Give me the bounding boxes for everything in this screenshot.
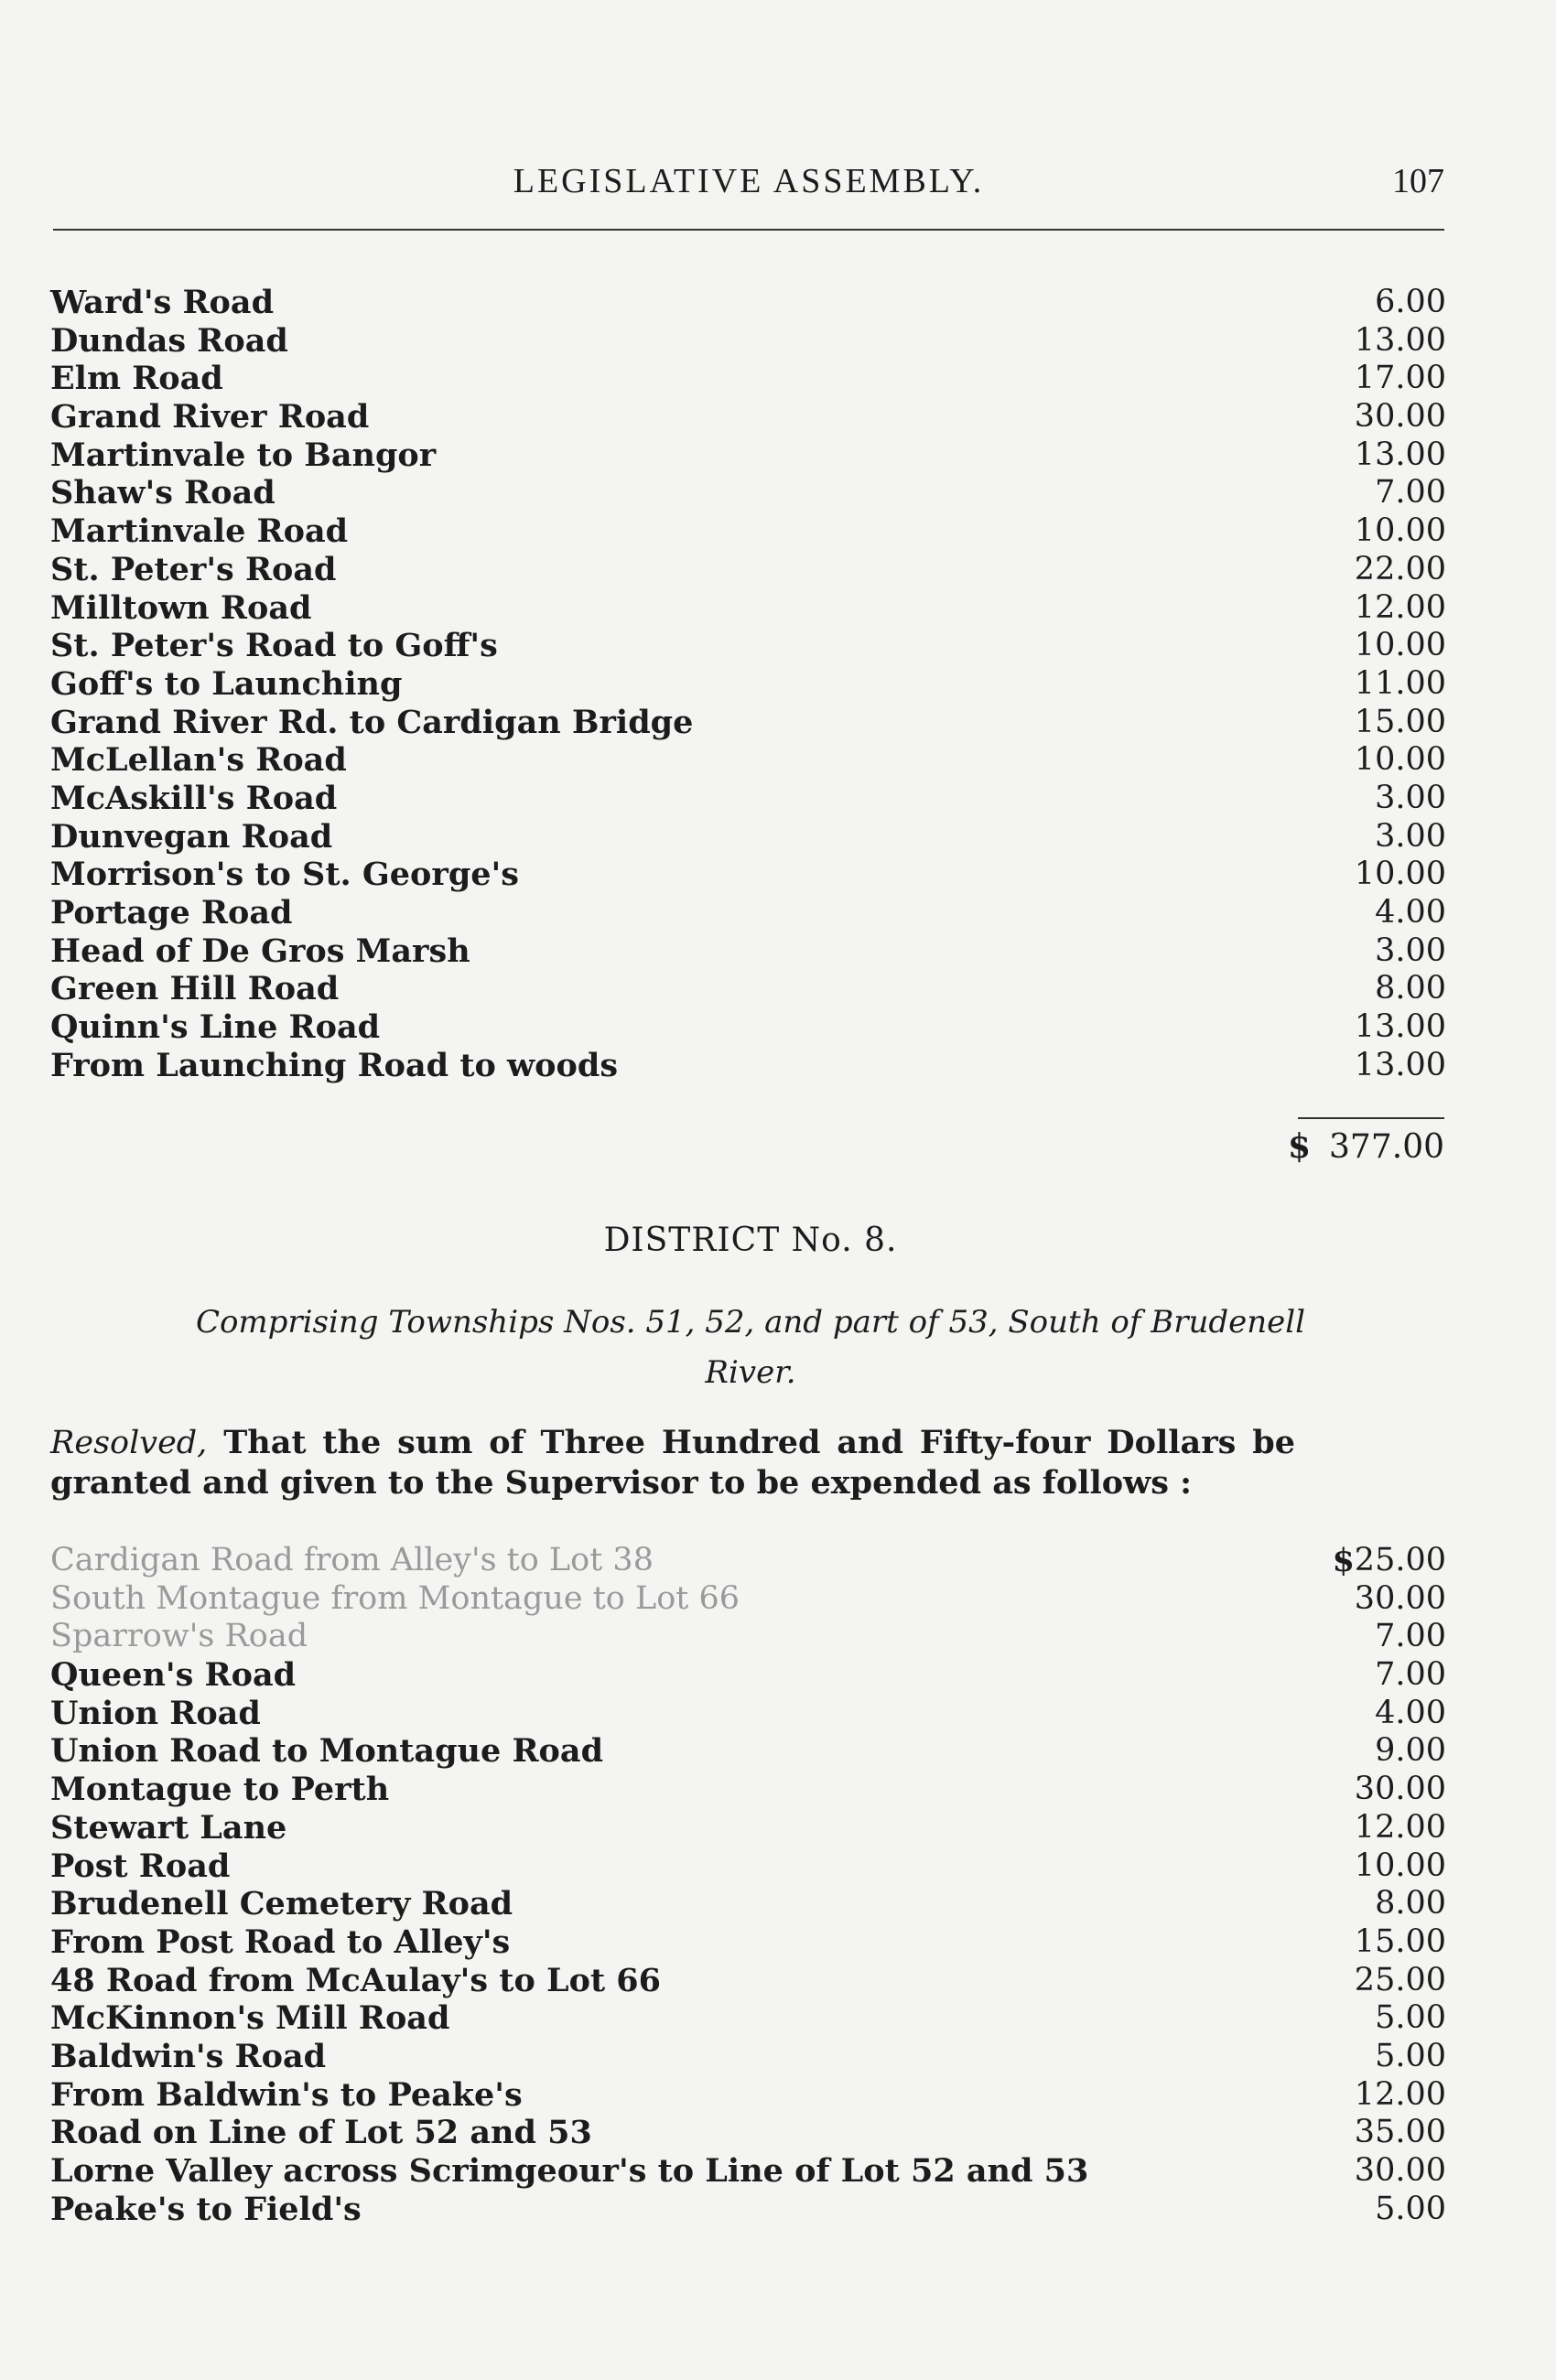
ledger-row	[50, 2076, 1446, 2115]
row-label: Union Road to Montague Road	[50, 1732, 604, 1771]
row-label: Baldwin's Road	[50, 2037, 327, 2075]
row-label: From Post Road to Alley's	[50, 1922, 511, 1961]
row-amount: 15.00	[1354, 1922, 1446, 1960]
ledger-row	[50, 360, 1446, 398]
row-amount: 9.00	[1375, 1732, 1446, 1770]
ledger-row	[50, 1847, 1446, 1886]
row-label: Martinvale Road	[50, 512, 349, 551]
row-amount: 10.00	[1354, 512, 1446, 550]
resolution-text: That the sum of Three Hundred and Fifty-four Dollars be granted and given to the Supervisor to be expended as follows :	[50, 1424, 1295, 1502]
row-amount: 30.00	[1354, 2152, 1446, 2189]
ledger-row	[50, 1809, 1446, 1847]
total-divider	[1298, 1117, 1444, 1119]
row-amount: 13.00	[1354, 1008, 1446, 1046]
page-header	[53, 154, 1444, 205]
ledger-row	[50, 322, 1446, 361]
resolution-paragraph	[50, 1423, 1295, 1502]
row-label: Queen's Road	[50, 1656, 297, 1695]
row-label: Brudenell Cemetery Road	[50, 1885, 513, 1923]
ledger-row	[50, 2191, 1446, 2229]
ledger-row	[50, 1047, 1446, 1085]
row-amount: 10.00	[1354, 627, 1446, 664]
page-title: LEGISLATIVE ASSEMBLY.	[513, 162, 985, 200]
ledger-row	[50, 474, 1446, 512]
row-amount: 17.00	[1354, 360, 1446, 397]
total-amount: 377.00	[1329, 1128, 1444, 1166]
row-label: McKinnon's Mill Road	[50, 1999, 450, 2038]
row-amount: 13.00	[1354, 1046, 1446, 1083]
row-amount: 13.00	[1354, 321, 1446, 359]
row-label: Morrison's to St. George's	[50, 856, 519, 894]
row-label: St. Peter's Road to Goff's	[50, 627, 498, 665]
ledger-row	[50, 1732, 1446, 1771]
row-amount: 3.00	[1375, 817, 1446, 855]
ledger-row	[50, 1618, 1446, 1656]
row-label: Dundas Road	[50, 321, 288, 360]
ledger-row	[50, 1771, 1446, 1809]
row-amount: 6.00	[1375, 284, 1446, 320]
row-label: Quinn's Line Road	[50, 1008, 381, 1047]
ledger-row	[50, 932, 1446, 971]
header-divider	[53, 229, 1444, 231]
resolution-lead: Resolved,	[50, 1425, 208, 1461]
row-amount: 4.00	[1375, 1694, 1446, 1731]
row-amount: 8.00	[1375, 970, 1446, 1007]
ledger-row	[50, 436, 1446, 475]
ledger-row	[50, 856, 1446, 894]
row-amount: 5.00	[1375, 1999, 1446, 2037]
row-label: Cardigan Road from Alley's to Lot 38	[50, 1542, 654, 1578]
row-label: From Launching Road to woods	[50, 1046, 619, 1084]
row-label: Elm Road	[50, 360, 223, 398]
row-label: Post Road	[50, 1847, 231, 1885]
row-amount: 7.00	[1375, 1618, 1446, 1655]
row-amount: 30.00	[1354, 1771, 1446, 1808]
ledger-row	[50, 1542, 1446, 1580]
ledger-row	[50, 2152, 1446, 2191]
row-amount: 11.00	[1354, 664, 1446, 702]
row-label: Martinvale to Bangor	[50, 436, 437, 474]
district-8-expenditure-list	[50, 1542, 1446, 2228]
row-label: McAskill's Road	[50, 779, 338, 817]
ledger-row	[50, 970, 1446, 1008]
row-label: 48 Road from McAulay's to Lot 66	[50, 1961, 661, 1999]
row-amount: 8.00	[1375, 1885, 1446, 1922]
ledger-row	[50, 818, 1446, 856]
row-amount: 10.00	[1354, 741, 1446, 779]
row-amount: 12.00	[1354, 2075, 1446, 2113]
ledger-row	[50, 704, 1446, 742]
row-amount: 12.00	[1354, 588, 1446, 626]
row-amount: 15.00	[1354, 703, 1446, 740]
ledger-row	[50, 741, 1446, 780]
ledger-row	[50, 1885, 1446, 1923]
row-amount: 4.00	[1375, 894, 1446, 931]
row-amount: 7.00	[1375, 474, 1446, 512]
row-amount: 35.00	[1354, 2114, 1446, 2151]
district-heading: DISTRICT No. 8.	[603, 1222, 898, 1259]
ledger-row	[50, 589, 1446, 628]
ledger-row	[50, 1008, 1446, 1047]
ledger-row	[50, 1962, 1446, 2000]
ledger-row	[50, 1656, 1446, 1695]
row-amount: 7.00	[1375, 1656, 1446, 1694]
ledger-row	[50, 1695, 1446, 1733]
row-label: Dunvegan Road	[50, 817, 333, 856]
row-label: Green Hill Road	[50, 970, 340, 1008]
district-7-total	[1288, 1127, 1444, 1166]
currency-symbol: $	[1332, 1542, 1355, 1579]
ledger-row	[50, 551, 1446, 589]
row-amount: 25.00	[1354, 1961, 1446, 1998]
row-label: St. Peter's Road	[50, 550, 337, 588]
row-label: South Montague from Montague to Lot 66	[50, 1579, 740, 1617]
ledger-row	[50, 627, 1446, 665]
total-currency-symbol: $	[1287, 1127, 1312, 1166]
row-amount: 3.00	[1375, 932, 1446, 969]
row-label: Road on Line of Lot 52 and 53	[50, 2114, 592, 2152]
row-label: McLellan's Road	[50, 741, 347, 780]
ledger-row	[50, 2038, 1446, 2076]
row-label: Goff's to Launching	[50, 664, 403, 703]
row-label: Portage Road	[50, 894, 293, 932]
row-label: Union Road	[50, 1694, 261, 1732]
page-number: 107	[1392, 162, 1444, 200]
ledger-row	[50, 894, 1446, 932]
ledger-row	[50, 512, 1446, 551]
row-amount: 30.00	[1354, 398, 1446, 436]
ledger-row	[50, 780, 1446, 818]
ledger-row	[50, 1999, 1446, 2038]
row-amount: 5.00	[1375, 2190, 1446, 2227]
row-label: From Baldwin's to Peake's	[50, 2075, 523, 2114]
row-label: Montague to Perth	[50, 1771, 390, 1809]
row-label: Head of De Gros Marsh	[50, 932, 470, 970]
row-amount: 10.00	[1354, 1847, 1446, 1884]
row-label: Lorne Valley across Scrimgeour's to Line of Lot 52 and 53	[50, 2152, 1089, 2190]
row-amount: 30.00	[1354, 1579, 1446, 1617]
ledger-row	[50, 1580, 1446, 1619]
row-label: Grand River Road	[50, 398, 370, 436]
row-label: Peake's to Field's	[50, 2190, 362, 2228]
row-label: Sparrow's Road	[50, 1618, 308, 1655]
ledger-row	[50, 284, 1446, 322]
district-description: Comprising Townships Nos. 51, 52, and part of 53, South of Brudenell River.	[195, 1304, 1306, 1391]
ledger-row	[50, 2114, 1446, 2152]
row-amount: 12.00	[1354, 1808, 1446, 1846]
ledger-row	[50, 1923, 1446, 1962]
row-amount: 3.00	[1375, 779, 1446, 816]
ledger-row	[50, 665, 1446, 704]
row-label: Stewart Lane	[50, 1808, 287, 1847]
row-amount: 5.00	[1375, 2037, 1446, 2074]
district-7-expenditure-list	[50, 284, 1446, 1084]
row-label: Milltown Road	[50, 588, 312, 627]
row-amount: 22.00	[1354, 550, 1446, 587]
row-amount: 13.00	[1354, 436, 1446, 473]
row-label: Grand River Rd. to Cardigan Bridge	[50, 703, 694, 741]
row-amount: 25.00	[1354, 1542, 1446, 1578]
ledger-row	[50, 398, 1446, 436]
row-label: Shaw's Road	[50, 474, 276, 512]
row-amount: 10.00	[1354, 856, 1446, 893]
row-label: Ward's Road	[50, 284, 275, 321]
